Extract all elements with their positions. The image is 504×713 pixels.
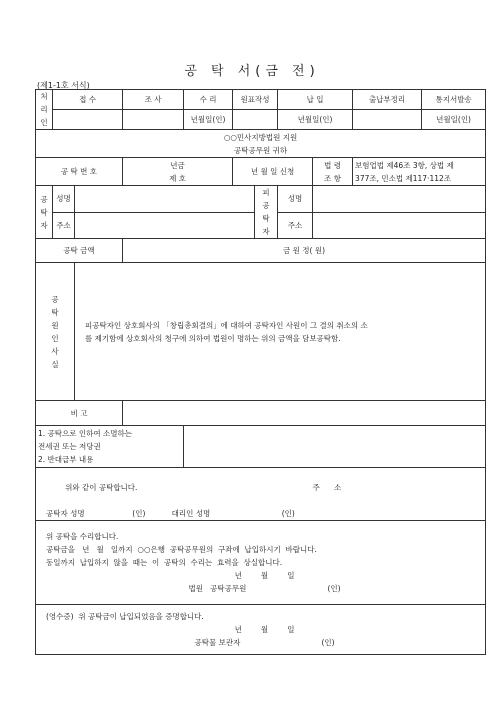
beneficiary-label: 피 공 탁 자 xyxy=(255,186,278,239)
deposit-declaration xyxy=(36,468,486,521)
extinguished-rights-label: 1. 공탁으로 인하여 소멸하는 전세권 또는 저당권 2. 반대급부 내용 xyxy=(36,426,184,468)
beneficiary-address-label: 주소 xyxy=(278,212,313,239)
beneficiary-address-field xyxy=(313,212,486,239)
depositor-name-label: 성명 xyxy=(53,186,75,213)
depositor-signature-line: 공탁자 성명 (인) 대리인 성명 (인) xyxy=(46,509,295,518)
application-date: 년 월 일 신청 xyxy=(233,158,313,186)
receipt-line-1: (영수증) 위 공탁금이 납입되었음을 증명합니다. xyxy=(46,612,204,621)
court-officer: 공탁공무원 귀하 xyxy=(233,145,288,155)
acceptance-line-1: 위 공탁을 수리합니다. xyxy=(46,532,119,541)
payment-receipt xyxy=(36,605,486,655)
depositor-address-label: 주소 xyxy=(53,212,75,239)
acceptance-date: 년 월 일 xyxy=(234,571,295,580)
stamp-received xyxy=(53,110,123,130)
deposit-number-label: 공 탁 번 호 xyxy=(36,158,123,186)
stamp-original-record xyxy=(233,110,278,130)
remarks-field xyxy=(123,401,486,426)
stamp-payment-date: 년월일(인) xyxy=(278,110,353,130)
stamp-investigation xyxy=(123,110,184,130)
col-original-record: 원표작성 xyxy=(233,90,278,110)
deposit-form-table xyxy=(35,89,486,655)
court-address xyxy=(36,130,486,158)
remarks-label: 비 고 xyxy=(36,401,123,426)
acceptance-officer-signature: 법원 공탁공무원 (인) xyxy=(188,584,341,593)
amount-label: 공탁 금액 xyxy=(36,239,123,263)
beneficiary-name-field xyxy=(313,186,486,213)
beneficiary-name-label: 성명 xyxy=(278,186,313,213)
extinguished-rights-field xyxy=(184,426,486,468)
custodian-signature: 공탁물 보관자 (인) xyxy=(194,638,335,647)
depositor-address-field xyxy=(75,212,255,239)
document-title: 공 탁 서(금 전) xyxy=(184,64,320,79)
amount-text: 금 원 정( 원) xyxy=(123,239,486,263)
col-notice: 통지서발송 xyxy=(422,90,486,110)
stamp-notice-date: 년월일(인) xyxy=(422,110,486,130)
depositor-label: 공 탁 자 xyxy=(36,186,53,239)
court-name: ○○민사지방법원 지원 xyxy=(223,132,298,142)
col-payment: 납 입 xyxy=(278,90,353,110)
cause-text: 피공탁자인 상호회사의 「창립총회결의」에 대하여 공탁자인 사원이 그 결의 취소의 소 를 제기함에 상호회사의 청구에 의하여 법원이 명하는 위의 금액을 담보공탁함. xyxy=(75,263,486,401)
acceptance-line-2: 공탁금을 년 월 일까지 ○○은행 공탁공무원의 구좌에 납입하시기 바랍니다. xyxy=(46,545,317,554)
col-accepted: 수 리 xyxy=(184,90,233,110)
form-number-note: (제1-1호 서식) xyxy=(37,81,90,90)
depositor-name-field xyxy=(75,186,255,213)
stamp-ledger xyxy=(353,110,422,130)
depositor-address-caption: 주 소 xyxy=(312,483,342,492)
acceptance-notice xyxy=(36,521,486,605)
processing-label: 처 리 인 xyxy=(36,90,53,130)
col-ledger: 출납부정리 xyxy=(353,90,422,110)
deposit-number-value: 년금 제 호 xyxy=(123,158,233,186)
acceptance-line-3: 동일까지 납입하지 않을 때는 이 공탁의 수리는 효력을 상실합니다. xyxy=(46,558,283,567)
law-article-text: 보험업법 제46조 3항, 상법 제 377조, 민소법 제117·112조 xyxy=(353,158,486,186)
col-received: 접 수 xyxy=(53,90,123,110)
stamp-accepted-date: 년월일(인) xyxy=(184,110,233,130)
receipt-date: 년 월 일 xyxy=(234,625,295,634)
cause-label: 공 탁 원 인 사 실 xyxy=(36,263,75,401)
law-article-label: 법 령 조 항 xyxy=(313,158,353,186)
col-investigation: 조 사 xyxy=(123,90,184,110)
declaration-text: 위와 같이 공탁합니다. xyxy=(65,483,138,492)
